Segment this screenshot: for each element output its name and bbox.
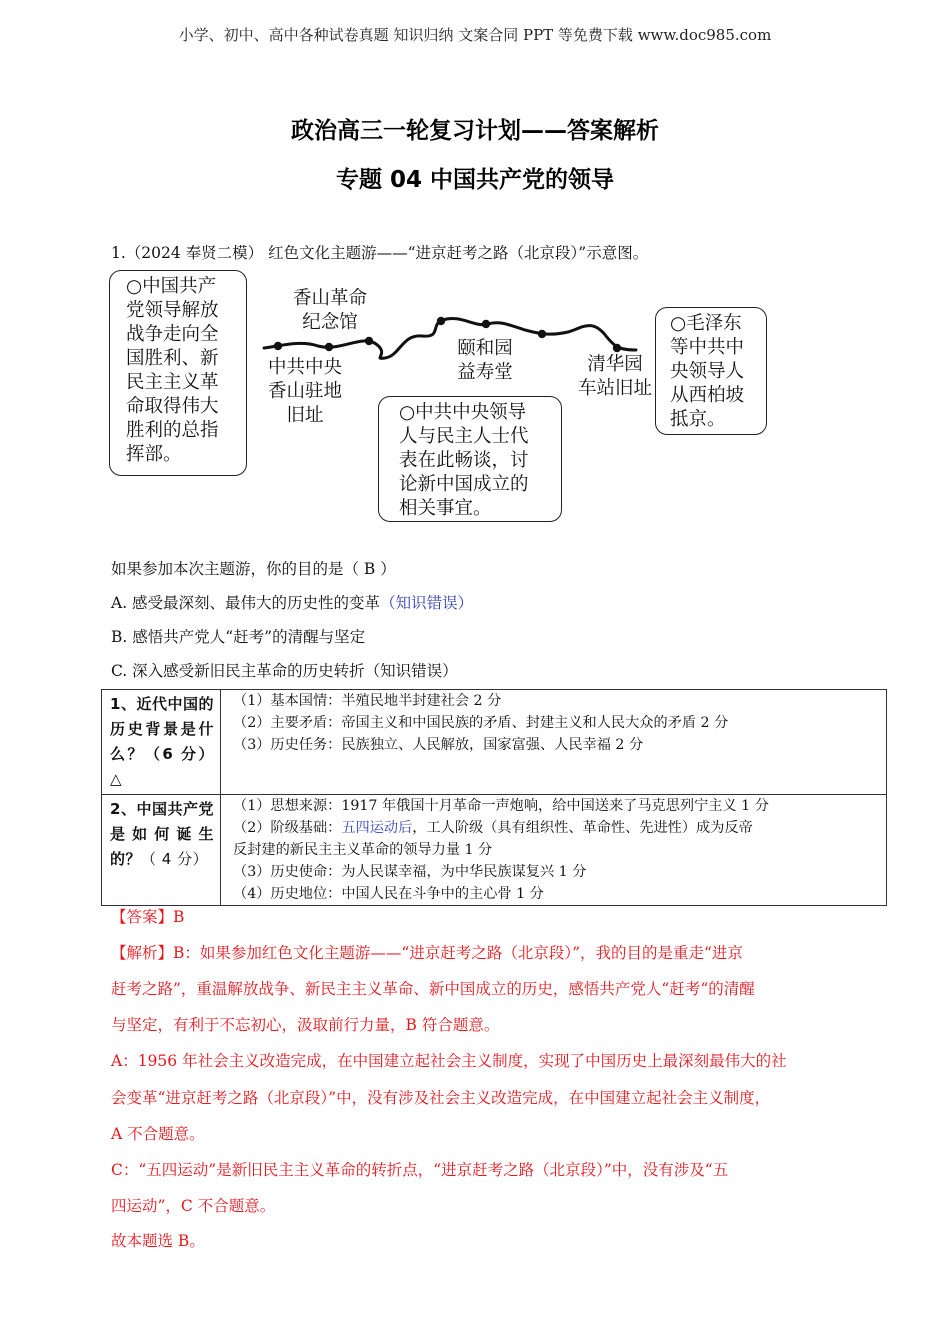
knowledge-table xyxy=(101,689,887,906)
page-subtitle: 专题 04 中国共产党的领导 xyxy=(335,167,615,193)
table-row xyxy=(102,795,887,906)
table-row xyxy=(102,690,887,795)
analysis-line-6: A 不合题意。 xyxy=(111,1125,205,1143)
label-zhonggong-site: 中共中央 香山驻地 旧址 xyxy=(267,357,342,426)
option-b: B. 感悟共产党人“赶考”的清醒与坚定 xyxy=(111,628,366,646)
analysis-line-1: 【解析】B：如果参加红色文化主题游——“进京赶考之路（北京段）”，我的目的是重走“进京 xyxy=(111,944,743,962)
conclusion: 故本题选 B。 xyxy=(111,1232,205,1250)
table-answer: （1）基本国情：半殖民地半封建社会 2 分 （2）主要矛盾：帝国主义和中国民族的矛盾、封建主义和人民大众的矛盾 2 分 （3）历史任务：民族独立、人民解放，国家富强、人民幸福 2 分 xyxy=(221,690,887,795)
callout-left: ○中国共产 党领导解放 战争走向全 国胜利、新 民主主义革 命取得伟大 胜利的总指 挥部。 xyxy=(109,270,247,476)
callout-right: ○毛泽东 等中共中 央领导人 从西柏坡 抵京。 xyxy=(655,307,767,435)
analysis-line-8: 四运动”，C 不合题意。 xyxy=(111,1197,276,1215)
analysis-line-4: A：1956 年社会主义改造完成，在中国建立起社会主义制度，实现了中国历史上最深刻最伟大的社 xyxy=(111,1052,787,1070)
route-stop-4 xyxy=(538,330,546,338)
route-stop-2 xyxy=(365,337,373,345)
option-a-note: （知识错误） xyxy=(380,594,474,612)
table-answer: （1）思想来源：1917 年俄国十月革命一声炮响，给中国送来了马克思列宁主义 1 分 （2）阶级基础：五四运动后，工人阶级（具有组织性、革命性、先进性）成为反帝 反封建的新民主主义革命的领导力量 1 分 （3）历史使命：为人民谋幸福，为中华民族谋复兴 1 分 （4）历史地位：中国人民在斗争中的主心骨 1 分 xyxy=(221,795,887,906)
answer-line: 【答案】B xyxy=(111,908,185,926)
question-ask: 如果参加本次主题游，你的目的是（ B ） xyxy=(111,560,396,578)
route-diagram xyxy=(100,262,880,527)
route-stop-qinghua xyxy=(613,344,621,352)
option-a: A. 感受最深刻、最伟大的历史性的变革（知识错误） xyxy=(111,594,474,612)
route-stop-xiangshan xyxy=(274,342,282,350)
analysis-line-2: 赶考之路”，重温解放战争、新民主主义革命、新中国成立的历史，感悟共产党人“赶考“的清醒 xyxy=(111,980,755,998)
highlight-wusi: 五四运动后 xyxy=(341,820,413,836)
analysis-line-3: 与坚定，有利于不忘初心，汲取前行力量，B 符合题意。 xyxy=(111,1016,500,1034)
route-stop-yiheyuan xyxy=(482,320,490,328)
label-yiheyuan: 颐和园 益寿堂 xyxy=(457,338,513,383)
route-stop-3 xyxy=(437,317,445,325)
page-header: 小学、初中、高中各种试卷真题 知识归纳 文案合同 PPT 等免费下载 www.doc985.com xyxy=(178,26,772,44)
label-qinghua-station: 清华园 车站旧址 xyxy=(577,354,652,399)
analysis-line-5: 会变革“进京赶考之路（北京段）”中，没有涉及社会主义改造完成，在中国建立起社会主义制度， xyxy=(111,1089,771,1107)
analysis-line-7: C：“五四运动”是新旧民主主义革命的转折点，“进京赶考之路（北京段）”中，没有涉及“五 xyxy=(111,1161,729,1179)
option-c: C. 深入感受新旧民主革命的历史转折（知识错误） xyxy=(111,662,458,680)
callout-middle: ○中共中央领导 人与民主人士代 表在此畅谈，讨 论新中国成立的 相关事宜。 xyxy=(378,396,562,522)
label-xiangshan-museum: 香山革命 纪念馆 xyxy=(292,288,367,333)
question-stem: 1.（2024 奉贤二模） 红色文化主题游——“进京赶考之路（北京段）”示意图。 xyxy=(111,244,649,262)
page-title: 政治高三一轮复习计划——答案解析 xyxy=(291,118,659,144)
table-question: 2、中国共产党是如何诞生的？（ 4 分） xyxy=(102,795,221,906)
route-stop-1 xyxy=(325,343,333,351)
table-question: 1、近代中国的历史背景是什么？（6 分）△ xyxy=(102,690,221,795)
